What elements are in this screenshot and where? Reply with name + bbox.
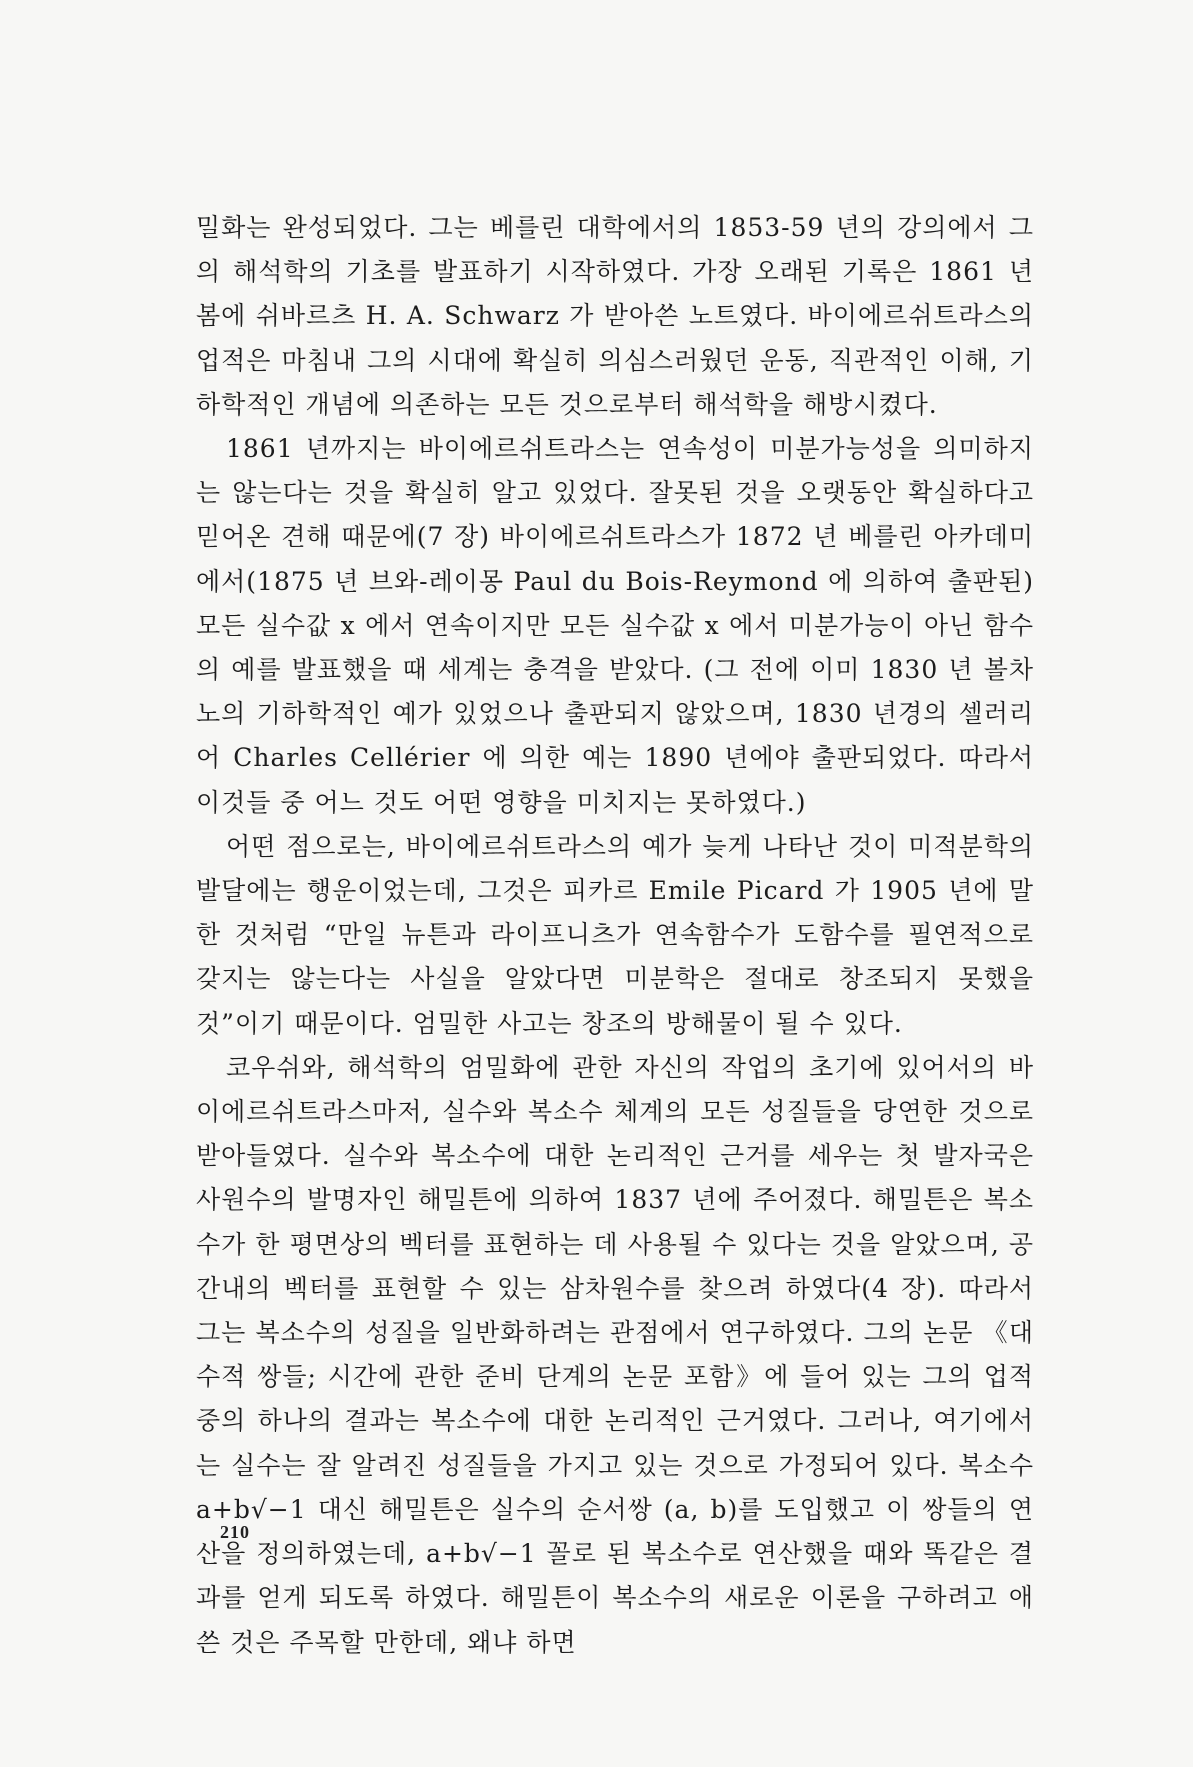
paragraph-4: 코우쉬와, 해석학의 엄밀화에 관한 자신의 작업의 초기에 있어서의 바이에르쉬트라스마저, 실수와 복소수 체계의 모든 성질들을 당연한 것으로 받아들였다. 실수와 복소수에 대한 논리적인 근거를 세우는 첫 발자국은 사원수의 발명자인 해밀튼에 의하여 1837 년에 주어졌다. 해밀튼은 복소수가 한 평면상의 벡터를 표현하는 데 사용될 수 있다는 것을 알았으며, 공간내의 벡터를 표현할 수 있는 삼차원수를 찾으려 하였다(4 장). 따라서 그는 복소수의 성질을 일반화하려는 관점에서 연구하였다. 그의 논문 《대수적 쌍들; 시간에 관한 준비 단계의 논문 포함》에 들어 있는 그의 업적 중의 하나의 결과는 복소수에 대한 논리적인 근거였다. 그러나, 여기에서는 실수는 잘 알려진 성질들을 가지고 있는 것으로 가정되어 있다. 복소수 a+b√−1 대신 해밀튼은 실수의 순서쌍 (a, b)를 도입했고 이 쌍들의 연산을 정의하였는데, a+b√−1 꼴로 된 복소수로 연산했을 때와 똑같은 결과를 얻게 되도록 하였다. 해밀튼이 복소수의 새로운 이론을 구하려고 애쓴 것은 주목할 만한데, 왜냐 하면 (196, 1052, 1034, 1657)
paragraph-2: 1861 년까지는 바이에르쉬트라스는 연속성이 미분가능성을 의미하지는 않는다는 것을 확실히 알고 있었다. 잘못된 것을 오랫동안 확실하다고 믿어온 견해 때문에(7 장) 바이에르쉬트라스가 1872 년 베를린 아카데미에서(1875 년 브와-레이몽 Paul du Bois-Reymond 에 의하여 출판된) 모든 실수값 x 에서 연속이지만 모든 실수값 x 에서 미분가능이 아닌 함수의 예를 발표했을 때 세계는 충격을 받았다. (그 전에 이미 1830 년 볼차노의 기하학적인 예가 있었으나 출판되지 않았으며, 1830 년경의 셀러리어 Charles Cellérier 에 의한 예는 1890 년에야 출판되었다. 따라서 이것들 중 어느 것도 어떤 영향을 미치지는 못하였다.) (196, 434, 1034, 817)
paragraph-3: 어떤 점으로는, 바이에르쉬트라스의 예가 늦게 나타난 것이 미적분학의 발달에는 행운이었는데, 그것은 피카르 Emile Picard 가 1905 년에 말한 것처럼 “만일 뉴튼과 라이프니츠가 연속함수가 도함수를 필연적으로 갖지는 않는다는 사실을 알았다면 미분학은 절대로 창조되지 못했을 것”이기 때문이다. 엄밀한 사고는 창조의 방해물이 될 수 있다. (196, 831, 1034, 1038)
paragraph-1: 밀화는 완성되었다. 그는 베를린 대학에서의 1853-59 년의 강의에서 그의 해석학의 기초를 발표하기 시작하였다. 가장 오래된 기록은 1861 년 봄에 쉬바르츠 H. A. Schwarz 가 받아쓴 노트였다. 바이에르쉬트라스의 업적은 마침내 그의 시대에 확실히 의심스러웠던 운동, 직관적인 이해, 기하학적인 개념에 의존하는 모든 것으로부터 해석학을 해방시켰다. (196, 213, 1034, 419)
page-number: 210 (220, 1522, 250, 1542)
body-text (196, 206, 1034, 1665)
